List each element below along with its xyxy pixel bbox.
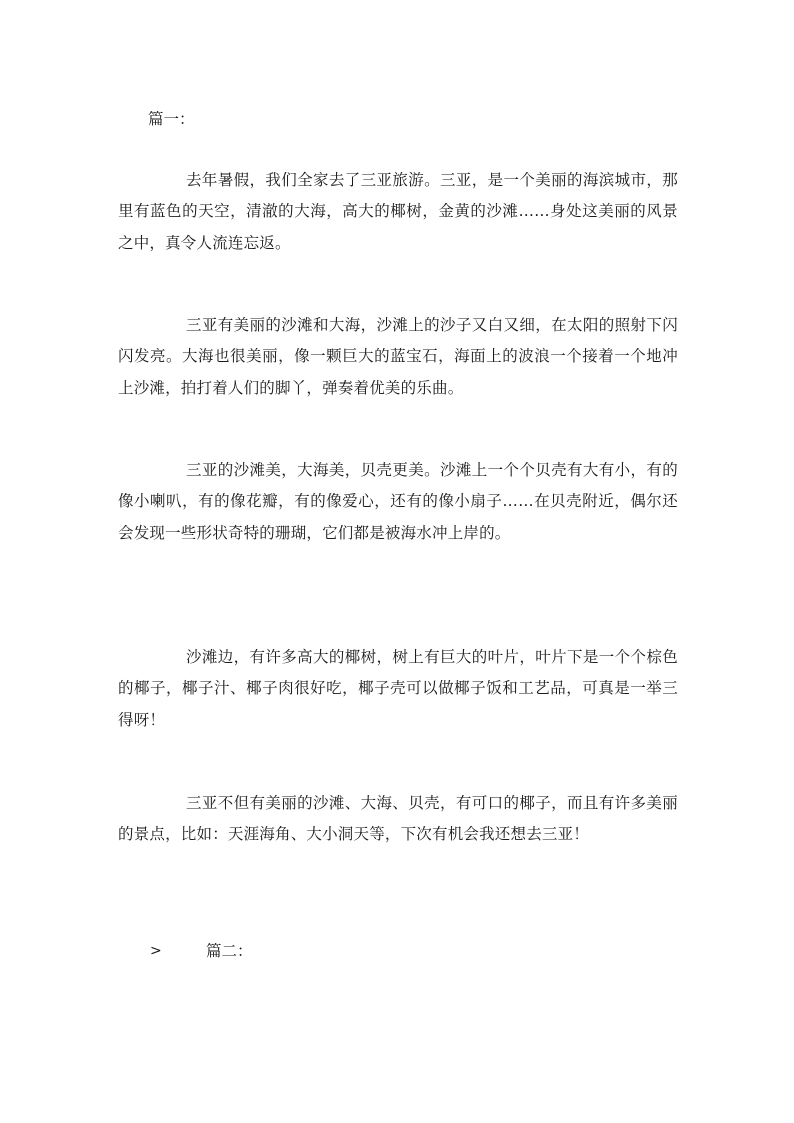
section-two-marker: >	[150, 943, 162, 959]
paragraph-coconut-trees: 沙滩边，有许多高大的椰树，树上有巨大的叶片，叶片下是一个个棕色的椰子，椰子汁、椰子肉很好吃，椰子壳可以做椰子饭和工艺品，可真是一举三得呀！	[118, 648, 678, 729]
section-one-heading: 篇一：	[148, 110, 195, 128]
paragraph-conclusion: 三亚不但有美丽的沙滩、大海、贝壳，有可口的椰子，而且有许多美丽的景点，比如：天涯海角、大小洞天等，下次有机会我还想去三亚！	[118, 794, 678, 844]
paragraph-trip-intro: 去年暑假，我们全家去了三亚旅游。三亚，是一个美丽的海滨城市，那里有蓝色的天空，清澈的大海，高大的椰树，金黄的沙滩……身处这美丽的风景之中，真令人流连忘返。	[118, 171, 678, 252]
section-two-heading: 篇二：	[206, 942, 253, 960]
paragraph-shells: 三亚的沙滩美，大海美，贝壳更美。沙滩上一个个贝壳有大有小，有的像小喇叭，有的像花瓣，有的像爱心，还有的像小扇子……在贝壳附近，偶尔还会发现一些形状奇特的珊瑚，它们都是被海水冲上岸的。	[118, 461, 678, 542]
paragraph-beach-and-sea: 三亚有美丽的沙滩和大海，沙滩上的沙子又白又细，在太阳的照射下闪闪发亮。大海也很美丽，像一颗巨大的蓝宝石，海面上的波浪一个接着一个地冲上沙滩，拍打着人们的脚丫，弹奏着优美的乐曲。	[118, 316, 678, 397]
